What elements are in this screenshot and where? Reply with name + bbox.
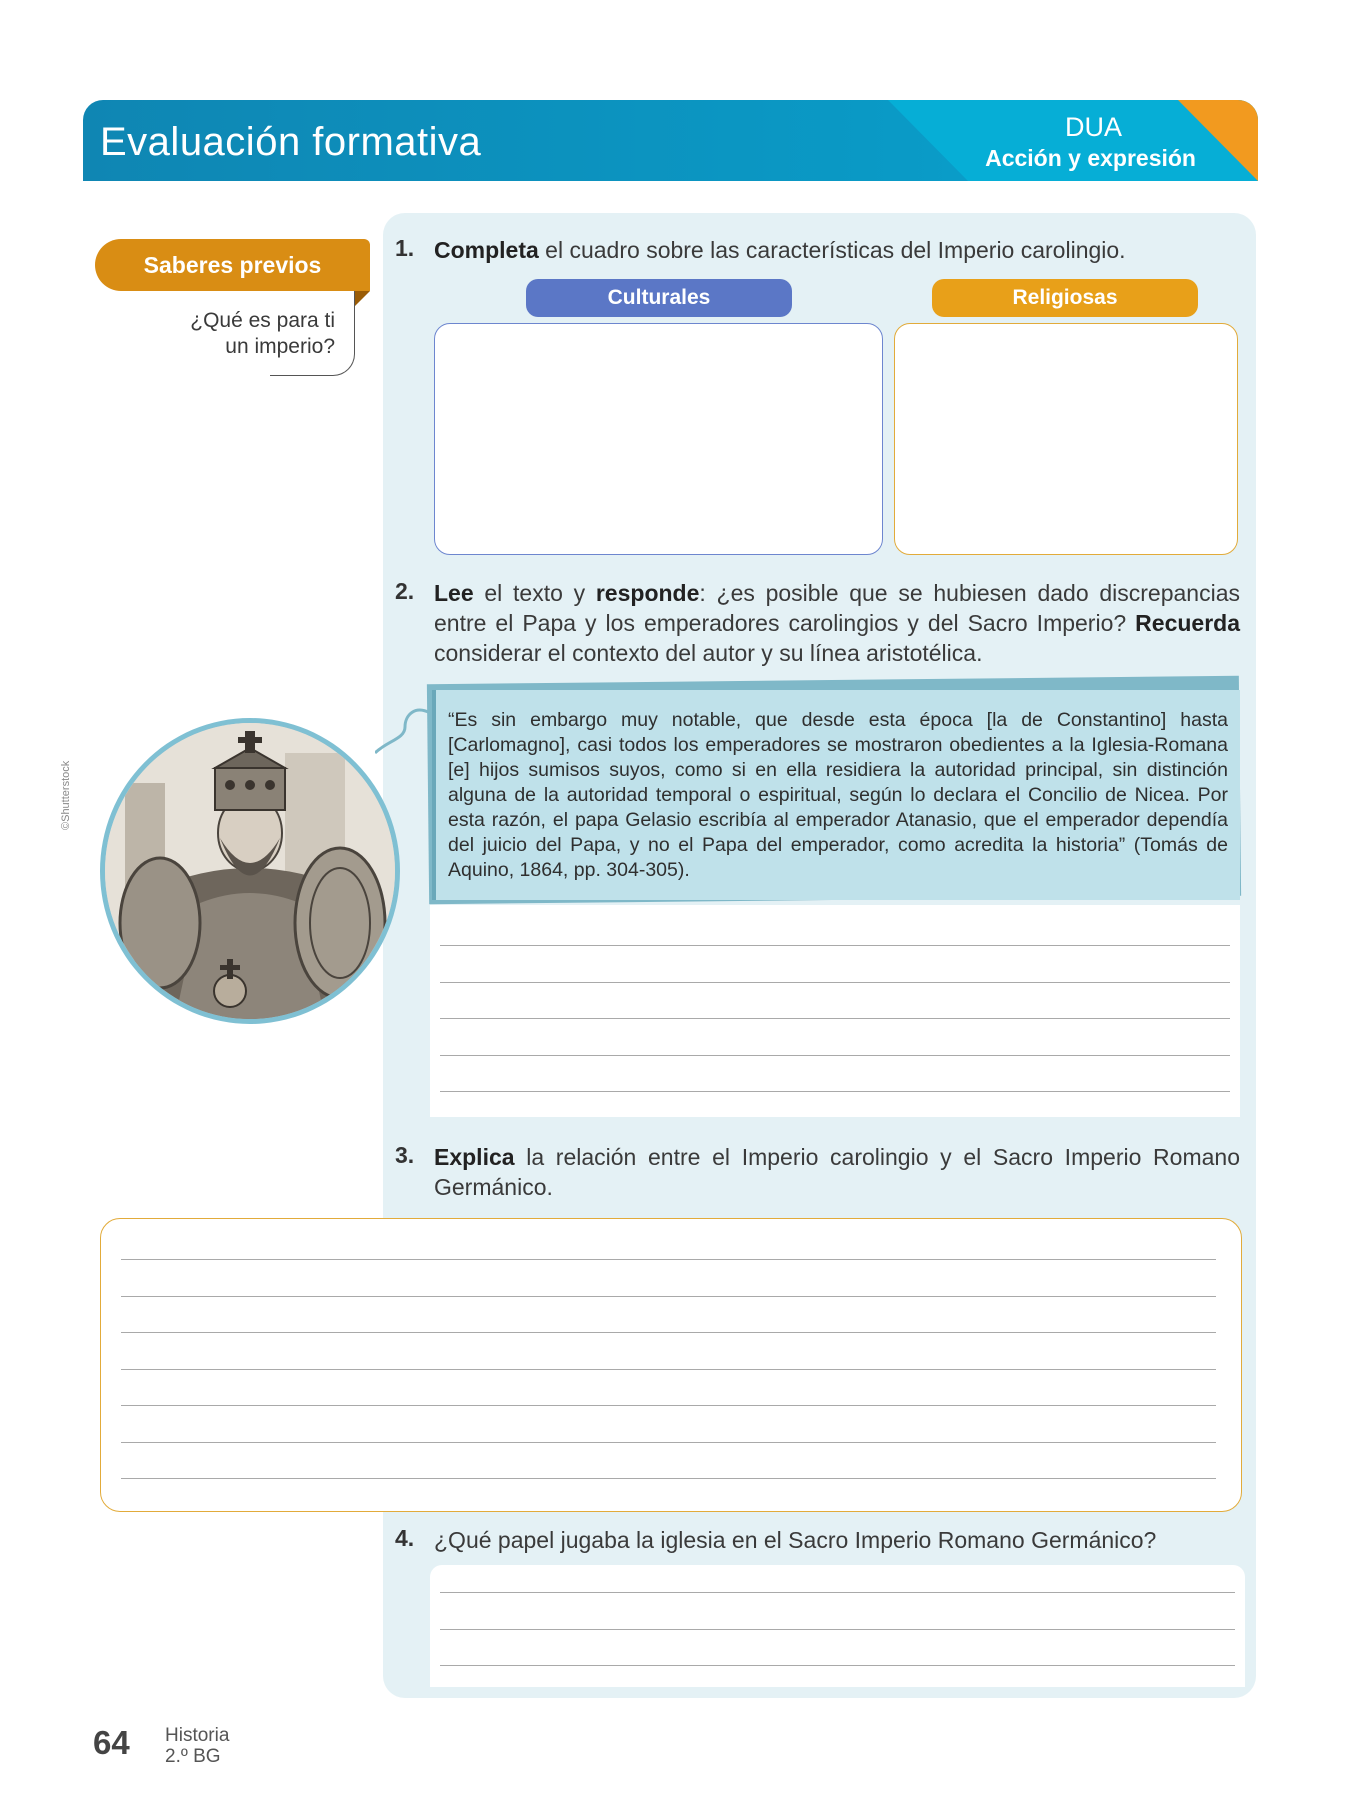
answer-line (121, 1442, 1216, 1443)
question-4-number: 4. (395, 1525, 415, 1551)
answer-line (440, 1592, 1235, 1593)
footer-subject: Historia (165, 1725, 230, 1746)
answer-line (440, 1629, 1235, 1630)
answer-line (440, 1055, 1230, 1056)
answer-line (121, 1259, 1216, 1260)
question-1-verb: Completa (434, 237, 539, 263)
section-header (83, 100, 1258, 181)
answer-line (121, 1369, 1216, 1370)
speech-tail-icon (375, 705, 435, 765)
question-2-answer-area[interactable] (430, 905, 1240, 1117)
saberes-previos-question: ¿Qué es para ti un imperio? (190, 309, 335, 358)
question-1-number: 1. (395, 235, 415, 261)
emperor-illustration-icon (105, 723, 395, 1019)
dua-label: DUA (1064, 112, 1122, 142)
answer-line (440, 1018, 1230, 1019)
answer-line (121, 1332, 1216, 1333)
answer-line (440, 1665, 1235, 1666)
answer-line (440, 945, 1230, 946)
question-2-part: : ¿es posible que se hubiesen dado discrepancias entre el Papa y los emperadores carolingios y del Sacro Imperio? (434, 580, 1240, 636)
question-4-text: ¿Qué papel jugaba la iglesia en el Sacro Imperio Romano Germánico? (434, 1527, 1157, 1553)
footer-grade: 2.º BG (165, 1746, 221, 1767)
saberes-previos-tab: Saberes previos (95, 239, 370, 291)
question-2-verb-responde: responde (595, 580, 700, 606)
question-3-verb: Explica (434, 1144, 515, 1170)
question-4-answer-area[interactable] (430, 1565, 1245, 1687)
answer-line (121, 1478, 1216, 1479)
quote-text: “Es sin embargo muy notable, que desde esta época [la de Constantino] hasta [Carlomagno], casi todos los emperadores se mostraron obedientes a la Iglesia-Romana [e] hijos sumisos suyos, como si en ella residiera la autoridad principal, sin distinción alguna de la autoridad temporal o espiritual, según lo declara el Concilio de Nicea. Por esta razón, el papa Gelasio escribía al emperador Atanasio, que el emperador dependía del juicio del Papa, y no el Papa del emperador, como acredita la historia” (Tomás de Aquino, 1864, pp. 304-305). (448, 709, 1228, 881)
page-title: Evaluación formativa (100, 120, 482, 164)
question-2-verb-lee: Lee (434, 580, 474, 606)
question-1-text (434, 235, 1234, 265)
emperor-portrait (100, 718, 400, 1024)
question-3-number: 3. (395, 1142, 415, 1168)
question-3-text (434, 1142, 1240, 1202)
dua-subtitle: Acción y expresión (985, 145, 1196, 171)
answer-line (121, 1296, 1216, 1297)
question-3-answer-area[interactable] (100, 1218, 1242, 1512)
page-number: 64 (93, 1724, 130, 1761)
answer-line (121, 1405, 1216, 1406)
culturales-answer-box[interactable] (434, 323, 883, 555)
answer-line (440, 982, 1230, 983)
question-2-text (434, 578, 1240, 668)
question-2-number: 2. (395, 578, 415, 604)
religiosas-answer-box[interactable] (894, 323, 1238, 555)
question-2-part: el texto y (473, 580, 596, 606)
religiosas-header: Religiosas (932, 279, 1198, 317)
answer-line (440, 1091, 1230, 1092)
question-2-part: considerar el contexto del autor y su línea aristotélica. (434, 640, 983, 666)
culturales-header: Culturales (526, 279, 792, 317)
tab-fold-decoration (354, 291, 370, 307)
question-2-verb-recuerda: Recuerda (1135, 610, 1240, 636)
question-1-rest: el cuadro sobre las características del Imperio carolingio. (538, 237, 1126, 263)
question-3-rest: la relación entre el Imperio carolingio y el Sacro Imperio Romano Germánico. (434, 1144, 1240, 1200)
image-credit: ©Shutterstock (60, 760, 72, 830)
